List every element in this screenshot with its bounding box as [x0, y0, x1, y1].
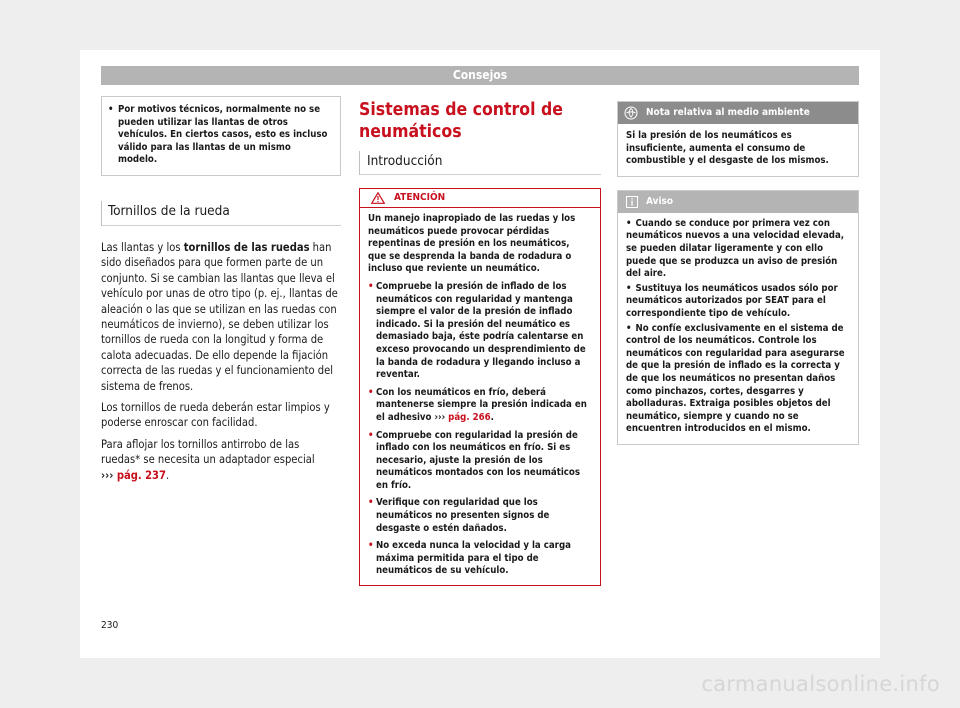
- p1-text-a: Las llantas y los: [101, 240, 184, 254]
- aviso-box: [617, 190, 859, 445]
- page-reference-link[interactable]: pág. 237: [113, 468, 166, 482]
- warning-item-text: No exceda nunca la velocidad y la carga máxima permitida para el tipo de neumáticos de su vehículo.: [376, 540, 571, 577]
- bullet: •: [368, 540, 374, 552]
- info-icon: [626, 196, 638, 208]
- warning-body: [360, 208, 600, 585]
- ref-arrow-icon: ›››: [434, 411, 446, 423]
- ref-arrow-icon: ›››: [101, 468, 114, 482]
- warning-item: [368, 540, 590, 578]
- environment-icon: [624, 106, 638, 120]
- bullet: •: [626, 217, 632, 229]
- environment-note-text: Si la presión de los neumáticos es insuficiente, aumenta el consumo de combustible y el desgaste de los mismos.: [626, 130, 829, 167]
- warning-item-text: Verifique con regularidad que los neumáticos no presenten signos de desgaste o estén dañados.: [376, 497, 550, 534]
- aviso-label: Aviso: [646, 195, 674, 207]
- page-number: 230: [101, 620, 119, 631]
- aviso-item: [626, 323, 850, 436]
- paragraph-1: [101, 240, 341, 394]
- environment-note-label: Nota relativa al medio ambiente: [646, 107, 810, 118]
- item-end: .: [490, 411, 494, 423]
- section-title-text: Tornillos de la rueda: [108, 202, 230, 219]
- bullet: •: [368, 429, 374, 441]
- bullet: •: [626, 322, 632, 334]
- page-reference-link[interactable]: pág. 266: [445, 411, 491, 423]
- bullet: •: [368, 386, 374, 398]
- paragraph-3: [101, 437, 341, 483]
- aviso-header: [618, 191, 858, 213]
- p3-text: Para aflojar los tornillos antirrobo de las ruedas* se necesita un adaptador especial: [101, 437, 315, 467]
- warning-item: [368, 497, 590, 535]
- environment-note-box: [617, 101, 859, 177]
- warning-triangle-icon: [371, 192, 385, 204]
- note-text: Por motivos técnicos, normalmente no se pueden utilizar las llantas de otros vehículos. En ciertos casos, esto es incluso válido para las llantas de un mismo modelo.: [118, 104, 328, 166]
- warning-header: [360, 189, 600, 208]
- left-column: [101, 96, 341, 489]
- aviso-item-text: Cuando se conduce por primera vez con neumáticos nuevos a una velocidad elevada, se pueden dilatar ligeramente y con ello puede que se produzca un aviso de presión del aire.: [626, 217, 845, 280]
- bullet: •: [368, 497, 374, 509]
- bullet: •: [626, 282, 632, 294]
- warning-intro: Un manejo inapropiado de las ruedas y los neumáticos puede provocar pérdidas repentinas de presión en los neumáticos, que se desprenda la banda de rodadura o incluso que reviente un neumático.: [368, 213, 576, 275]
- warning-item: [368, 281, 590, 382]
- paragraph-2: Los tornillos de rueda deberán estar limpios y poderse enroscar con facilidad.: [101, 401, 330, 430]
- warning-item-text: Compruebe con regularidad la presión de inflado con los neumáticos en frío. Si es necesario, ajuste la presión de los neumáticos montados con los neumáticos en frío.: [376, 429, 580, 491]
- p3-end: .: [165, 468, 170, 482]
- warning-box: [359, 188, 601, 586]
- subtitle: Introducción: [359, 153, 601, 175]
- middle-column: [359, 96, 601, 586]
- right-column: [617, 101, 859, 445]
- warning-item: [368, 387, 590, 425]
- aviso-item: [626, 218, 850, 281]
- watermark: carmanualsonline.info: [701, 672, 940, 696]
- body-text: [101, 240, 341, 483]
- main-title: Sistemas de control de neumáticos: [359, 100, 563, 142]
- warning-item-text: Compruebe la presión de inflado de los neumáticos con regularidad y mantenga siempre el valor de la presión de inflado indicado. Si la presión del neumático es demasiado baja, éste podría calentarse en exceso provocando un desprendimiento de la banda de rodadura y llegando incluso a reventar.: [376, 280, 586, 381]
- aviso-item-text: Sustituya los neumáticos usados sólo por neumáticos autorizados por SEAT para el correspondiente tipo de vehículo.: [626, 282, 838, 319]
- note-box: [101, 96, 341, 176]
- section-title: [101, 203, 341, 226]
- aviso-item-text: No confíe exclusivamente en el sistema de control de los neumáticos. Controle los neumáticos con regularidad para asegurarse de que la presión de inflado es la correcta y de que los neumáticos no presentan daños como pinchazos, cortes, desgarres y abolladuras. Extraiga posibles objetos del neumático, siempre y cuando no se encuentren introducidos en el mismo.: [626, 322, 845, 435]
- aviso-item: [626, 283, 850, 321]
- bullet: •: [368, 280, 374, 292]
- p1-text-b: han sido diseñados para que formen parte de un conjunto. Si se cambian las llantas que lleva el vehículo por unas de otro tipo (p. ej., llantas de aleación o las que se utilizan en las ruedas con neumáticos de invierno), se deben utilizar los tornillos de rueda con la longitud y forma de calota adecuadas. De ello depende la fijación correcta de las ruedas y el funcionamiento del sistema de frenos.: [101, 240, 338, 393]
- warning-item-text: Con los neumáticos en frío, deberá mantenerse siempre la presión indicada en el adhesivo: [376, 386, 587, 423]
- bullet: •: [108, 104, 114, 115]
- warning-label: ATENCIÓN: [394, 192, 446, 203]
- header-bar: Consejos: [101, 66, 859, 85]
- warning-item: [368, 430, 590, 493]
- aviso-body: [618, 213, 858, 444]
- environment-note-header: [618, 102, 858, 124]
- p1-bold: tornillos de las ruedas: [183, 240, 310, 254]
